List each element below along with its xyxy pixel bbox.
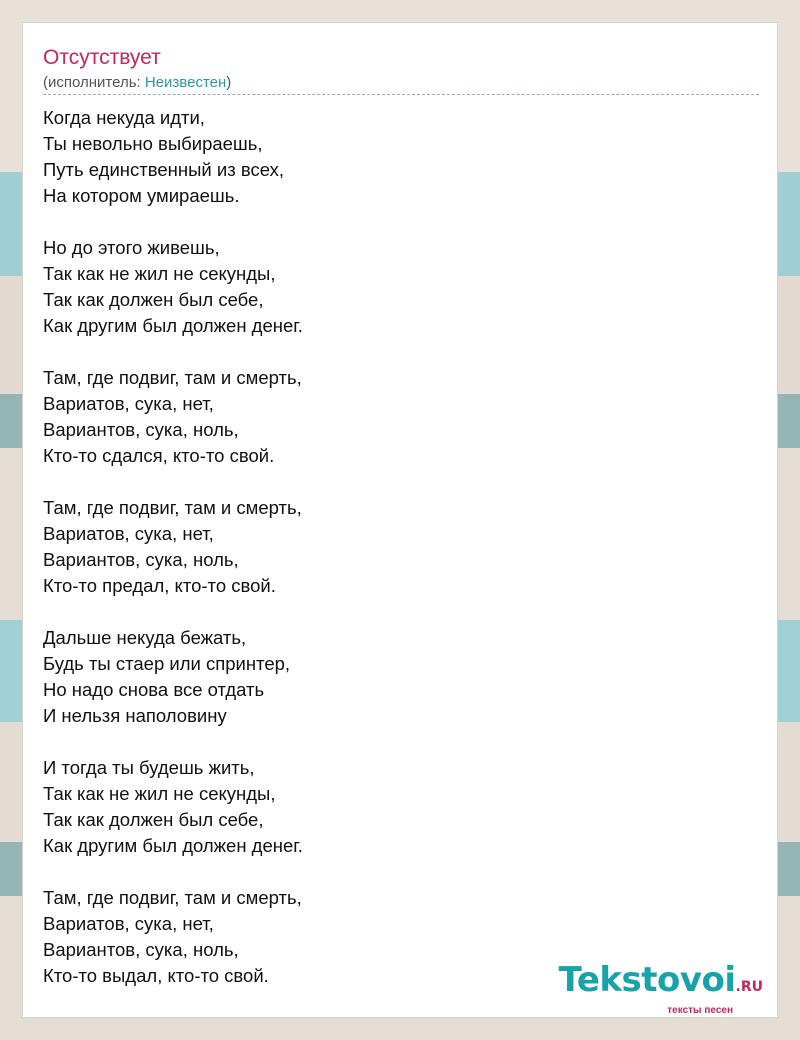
lyrics-line: Кто-то сдался, кто-то свой. bbox=[43, 445, 275, 466]
performer-suffix: ) bbox=[226, 74, 232, 91]
lyrics-line: Дальше некуда бежать, bbox=[43, 627, 247, 648]
logo-name: Tekstovoi bbox=[558, 960, 736, 1000]
logo-tld: .RU bbox=[735, 979, 763, 995]
lyrics-line: Вариатов, сука, нет, bbox=[43, 523, 214, 544]
lyrics-line: Вариатов, сука, нет, bbox=[43, 913, 214, 934]
lyrics-line: Вариатов, сука, нет, bbox=[43, 393, 214, 414]
lyrics-line: Там, где подвиг, там и смерть, bbox=[43, 887, 302, 908]
lyrics-line: Вариантов, сука, ноль, bbox=[43, 419, 239, 440]
lyrics-line: Так как не жил не секунды, bbox=[43, 783, 276, 804]
lyrics-stanza bbox=[43, 755, 743, 859]
lyrics-stanza bbox=[43, 365, 743, 469]
performer-line bbox=[43, 73, 231, 93]
lyrics-line: Кто-то предал, кто-то свой. bbox=[43, 575, 276, 596]
logo-wordmark bbox=[559, 962, 763, 1005]
site-logo[interactable] bbox=[559, 962, 763, 1017]
lyrics-line: Как другим был должен денег. bbox=[43, 835, 303, 856]
lyrics-line: И нельзя наполовину bbox=[43, 705, 227, 726]
lyrics-card bbox=[22, 22, 778, 1018]
lyrics-line: Ты невольно выбираешь, bbox=[43, 133, 263, 154]
lyrics-line: Вариантов, сука, ноль, bbox=[43, 939, 239, 960]
lyrics-line: И тогда ты будешь жить, bbox=[43, 757, 255, 778]
lyrics-line: Но до этого живешь, bbox=[43, 237, 220, 258]
song-title: Отсутствует bbox=[43, 46, 161, 69]
lyrics-line: Кто-то выдал, кто-то свой. bbox=[43, 965, 269, 986]
logo-tagline: тексты песен bbox=[667, 1005, 733, 1016]
lyrics-stanza bbox=[43, 105, 743, 209]
lyrics-line: Так как не жил не секунды, bbox=[43, 263, 276, 284]
lyrics-line: Но надо снова все отдать bbox=[43, 679, 265, 700]
lyrics-line: Как другим был должен денег. bbox=[43, 315, 303, 336]
lyrics-body bbox=[43, 105, 743, 1015]
title-divider bbox=[43, 94, 759, 95]
lyrics-line: Там, где подвиг, там и смерть, bbox=[43, 497, 302, 518]
lyrics-line: Так как должен был себе, bbox=[43, 289, 264, 310]
lyrics-line: Так как должен был себе, bbox=[43, 809, 264, 830]
lyrics-line: Вариантов, сука, ноль, bbox=[43, 549, 239, 570]
performer-prefix: (исполнитель: bbox=[43, 74, 145, 91]
lyrics-line: Будь ты стаер или спринтер, bbox=[43, 653, 291, 674]
lyrics-line: Там, где подвиг, там и смерть, bbox=[43, 367, 302, 388]
lyrics-stanza bbox=[43, 235, 743, 339]
lyrics-stanza bbox=[43, 495, 743, 599]
lyrics-stanza bbox=[43, 625, 743, 729]
lyrics-line: На котором умираешь. bbox=[43, 185, 240, 206]
lyrics-line: Когда некуда идти, bbox=[43, 107, 205, 128]
lyrics-line: Путь единственный из всех, bbox=[43, 159, 284, 180]
artist-link[interactable]: Неизвестен bbox=[144, 74, 227, 91]
